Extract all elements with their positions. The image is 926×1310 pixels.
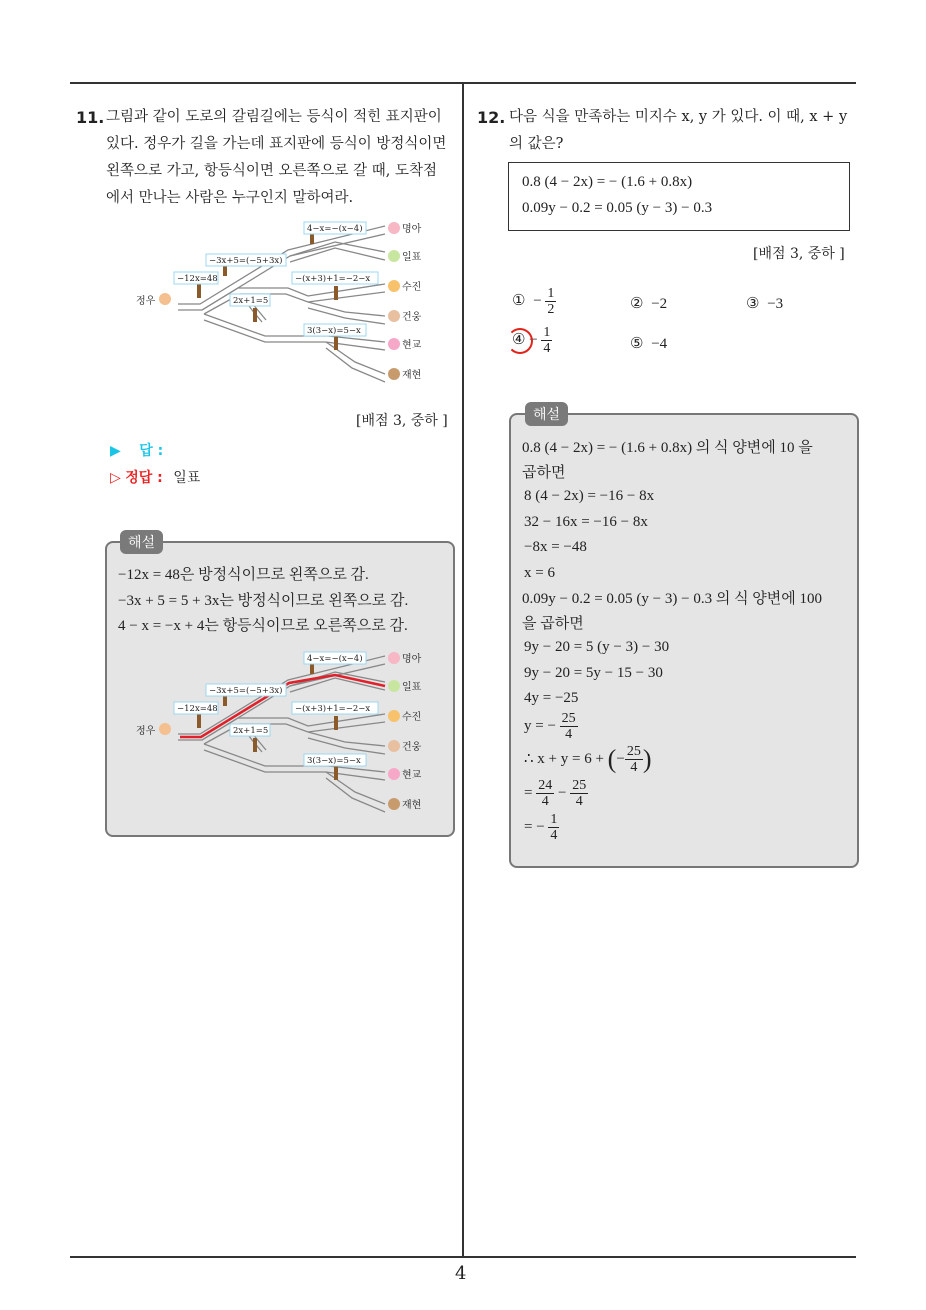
sign-label: 2x+1=5 (233, 726, 269, 736)
sign-label: 3(3−x)=5−x (307, 756, 361, 766)
person-name: 명아 (402, 654, 422, 665)
road-diagram-solution (130, 642, 440, 817)
numerator: 25 (626, 744, 641, 759)
correct-label: 정답 : (125, 470, 163, 486)
choice-1[interactable] (512, 286, 556, 317)
person-name: 현교 (402, 340, 422, 351)
sign-label: −12x=48 (177, 274, 218, 284)
numerator: 1 (550, 812, 558, 827)
denominator: 4 (543, 341, 551, 356)
fraction (548, 812, 559, 843)
q12-solution-line: x = 6 (524, 565, 555, 581)
q11-solution-line: −12x = 48은 방정식이므로 왼쪽으로 감. (118, 567, 369, 583)
q12-solution-line: 4y = −25 (524, 690, 579, 706)
q11-text-line: 그림과 같이 도로의 갈림길에는 등식이 적힌 표지판이 (106, 109, 442, 125)
denominator: 4 (630, 760, 638, 775)
fraction (536, 778, 554, 809)
person-name: 명아 (402, 224, 422, 235)
start-name: 정우 (136, 296, 156, 307)
q12-solution-line: 곱하면 (522, 465, 566, 481)
q12-box-equation: 0.8 (4 − 2x) = − (1.6 + 0.8x) (522, 174, 693, 190)
page-number: 4 (455, 1263, 467, 1284)
q12-solution-tab: 해설 (525, 402, 568, 426)
choice-4-fraction (541, 325, 552, 356)
denominator: 4 (565, 727, 573, 742)
selected-choice-circle (507, 328, 533, 354)
numerator: 1 (543, 325, 551, 340)
left-paren: ( (607, 744, 617, 774)
numerator: 24 (538, 778, 553, 793)
sign-label: 2x+1=5 (233, 296, 269, 306)
sign-label: −(x+3)+1=−2−x (295, 274, 371, 284)
choice-3-label: ③ (746, 296, 760, 312)
outline-play-icon: ▷ (110, 470, 121, 486)
q11-difficulty: [배점 3, 중하 ] (356, 413, 448, 429)
correct-answer: 일표 (173, 470, 201, 486)
fraction (625, 744, 643, 775)
q11-number: 11. (76, 108, 105, 127)
minus-sign: − (533, 292, 542, 309)
fraction (560, 711, 578, 742)
sign-label: 3(3−x)=5−x (307, 326, 361, 336)
q11-solution-line: −3x + 5 = 5 + 3x는 방정식이므로 왼쪽으로 감. (118, 593, 409, 609)
numerator: 25 (561, 711, 576, 726)
person-name: 건웅 (402, 312, 422, 323)
person-name: 현교 (402, 770, 422, 781)
y-prefix: y = − (524, 717, 556, 734)
choice-3-value: −3 (767, 296, 784, 312)
q11-text-line: 있다. 정우가 길을 가는데 표지판에 등식이 방정식이면 (106, 136, 447, 152)
q12-box-equation: 0.09y − 0.2 = 0.05 (y − 3) − 0.3 (522, 200, 713, 216)
choice-1-fraction (545, 286, 556, 317)
denominator: 4 (575, 794, 583, 809)
q12-solution-line: 9y − 20 = 5y − 15 − 30 (524, 665, 663, 681)
q12-solution-line: 9y − 20 = 5 (y − 3) − 30 (524, 639, 670, 655)
correct-answer-row (110, 467, 200, 487)
q12-solution-line: 0.8 (4 − 2x) = − (1.6 + 0.8x) 의 식 양변에 10 을 (522, 440, 813, 456)
q12-solution-line: 을 곱하면 (522, 616, 584, 632)
choice-1-label: ① (512, 292, 526, 309)
denominator: 4 (541, 794, 549, 809)
sign-label: 4−x=−(x−4) (307, 654, 363, 664)
person-avatars (159, 222, 400, 380)
q12-text (509, 104, 859, 158)
numerator: 1 (547, 286, 555, 301)
person-name: 재현 (402, 370, 422, 381)
bottom-rule (70, 1256, 856, 1258)
q11-text-line: 에서 만나는 사람은 누구인지 말하여라. (106, 190, 354, 206)
minus-sign: − (529, 331, 538, 348)
person-name: 일표 (402, 252, 422, 263)
equals-sign: = (524, 784, 533, 801)
q11-text (106, 104, 456, 212)
answer-label: 답 : (139, 443, 164, 459)
choice-4-label: ④ (512, 331, 526, 348)
q12-solution-line: 32 − 16x = −16 − 8x (524, 514, 648, 530)
q12-equation-box (508, 162, 850, 231)
q12-solution-line (524, 778, 588, 809)
sign-label: −3x+5=(−5+3x) (209, 686, 283, 696)
right-paren: ) (642, 744, 652, 774)
q12-text-line: 다음 식을 만족하는 미지수 x, y 가 있다. 이 때, x + y (509, 109, 848, 125)
q12-number: 12. (477, 108, 506, 127)
sign-label: −(x+3)+1=−2−x (295, 704, 371, 714)
minus-sign: − (557, 784, 567, 801)
choice-5-value: −4 (651, 336, 668, 352)
sign-label: 4−x=−(x−4) (307, 224, 363, 234)
q11-solution-line: 4 − x = −x + 4는 항등식이므로 오른쪽으로 감. (118, 618, 408, 634)
q12-text-line: 의 값은? (509, 136, 564, 152)
q12-solution-line: 8 (4 − 2x) = −16 − 8x (524, 488, 655, 504)
equals-sign: = − (524, 818, 545, 835)
fraction (570, 778, 588, 809)
choice-2[interactable] (630, 294, 667, 313)
road-diagram (130, 212, 440, 387)
person-name: 건웅 (402, 742, 422, 753)
person-name: 수진 (402, 712, 422, 723)
person-avatars (159, 652, 400, 810)
q12-solution-line (524, 812, 559, 843)
minus-sign: − (616, 750, 625, 767)
q12-solution-line: 0.09y − 0.2 = 0.05 (y − 3) − 0.3 의 식 양변에 100 (522, 591, 823, 607)
choice-2-label: ② (630, 296, 644, 312)
choice-5-label: ⑤ (630, 336, 644, 352)
column-divider (462, 82, 464, 1257)
denominator: 4 (550, 828, 558, 843)
play-icon: ▶ (110, 443, 121, 459)
answer-row (110, 440, 163, 460)
q11-text-line: 왼쪽으로 가고, 항등식이면 오른쪽으로 갈 때, 도착점 (106, 163, 438, 179)
sum-prefix: ∴ x + y = 6 + (524, 750, 604, 767)
person-name: 일표 (402, 682, 422, 693)
person-name: 수진 (402, 282, 422, 293)
q12-solution-line (524, 711, 578, 742)
person-name: 재현 (402, 800, 422, 811)
q12-solution-line: −8x = −48 (524, 539, 587, 555)
q11-solution-tab: 해설 (120, 530, 163, 554)
q12-difficulty: [배점 3, 중하 ] (753, 246, 845, 262)
numerator: 25 (572, 778, 587, 793)
sign-label: −12x=48 (177, 704, 218, 714)
start-name: 정우 (136, 726, 156, 737)
denominator: 2 (547, 302, 555, 317)
choice-3[interactable] (746, 294, 783, 313)
choice-2-value: −2 (651, 296, 668, 312)
choice-5[interactable] (630, 334, 667, 353)
q12-solution-line (524, 744, 651, 775)
sign-label: −3x+5=(−5+3x) (209, 256, 283, 266)
